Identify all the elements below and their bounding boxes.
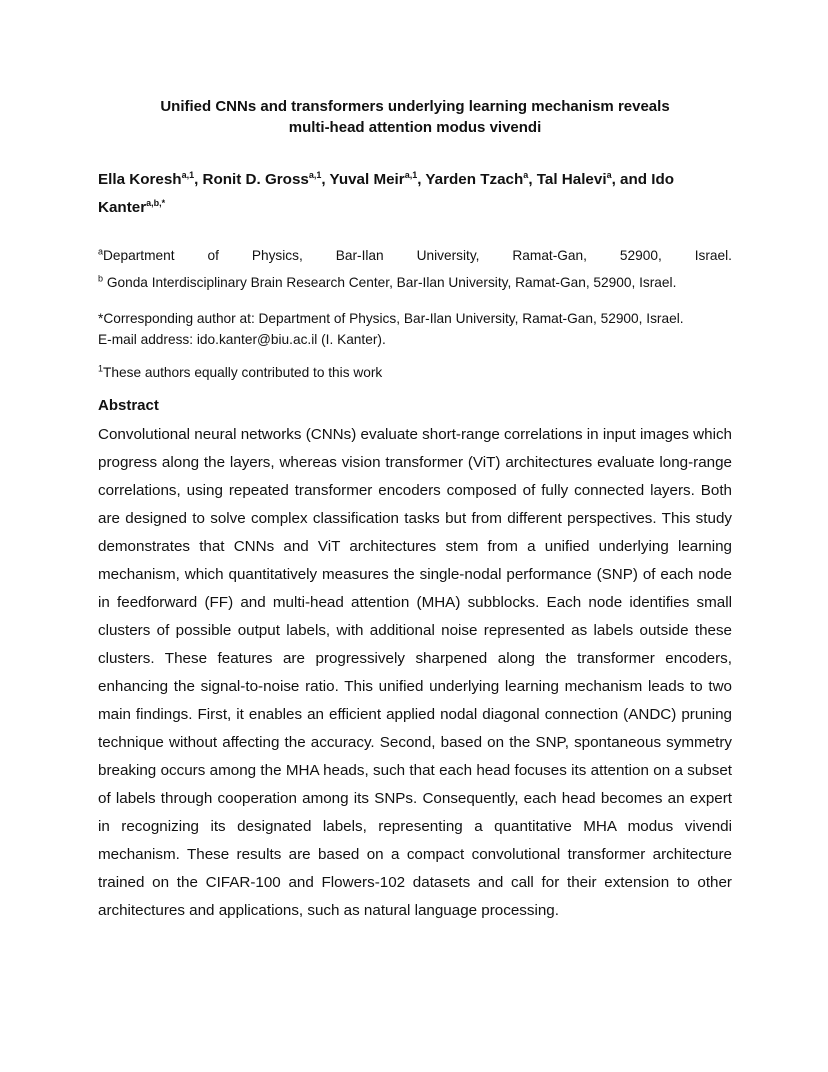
note-text: These authors equally contributed to this work [103,365,383,380]
affiliation-text: Department of Physics, Bar-Ilan University, Ramat-Gan, 52900, Israel. [103,248,732,263]
author-separator: , and [611,171,652,188]
author-list [98,166,732,222]
author-affil-marker: a [523,169,529,180]
corresponding-author [98,308,732,350]
note-marker: 1 [98,363,104,374]
paper-page [98,96,732,925]
abstract-heading: Abstract [98,397,159,414]
equal-contribution-note [98,362,732,383]
corresponding-email-line: E-mail address: ido.kanter@biu.ac.il (I. Kanter). [98,332,386,347]
author-name: Ella Koresh [98,171,182,188]
affiliation-marker: b [98,273,104,284]
author-affil-marker: a,1 [308,169,322,180]
author-separator: , [194,171,203,188]
author-name: Tal Halevi [536,171,607,188]
author-3 [330,171,426,188]
author-name: Yuval Meir [329,171,405,188]
author-affil-marker: a,1 [404,169,418,180]
abstract-body: Convolutional neural networks (CNNs) evaluate short-range correlations in input images which progress along the layers, whereas vision transformer (ViT) architectures evaluate long-range correlations, using repeated transformer encoders composed of fully connected layers. Both are designed to solve complex classification tasks but from different perspectives. This study demonstrates that CNNs and ViT architectures stem from a unified underlying learning mechanism, which quantitatively measures the single-nodal performance (SNP) of each node in feedforward (FF) and multi-head attention (MHA) subblocks. Each node identifies small clusters of possible output labels, with additional noise represented as labels outside these clusters. These features are progressively sharpened along the transformer encoders, enhancing the signal-to-noise ratio. This unified underlying learning mechanism leads to two main findings. First, it enables an efficient applied nodal diagonal connection (ANDC) pruning technique without affecting the accuracy. Second, based on the SNP, spontaneous symmetry breaking occurs among the MHA heads, such that each head focuses its attention on a subset of labels through cooperation among its SNPs. Consequently, each head becomes an expert in recognizing its designated labels, representing a quantitative MHA modus vivendi mechanism. These results are based on a compact convolutional transformer architecture trained on the CIFAR-100 and Flowers-102 datasets and call for their extension to other architectures and applications, such as natural language processing. [98,426,732,919]
affiliation-b [98,269,732,296]
author-separator: , [417,171,426,188]
title-line-2: multi-head attention modus vivendi [288,119,542,136]
affiliation-a [98,242,732,269]
author-affil-marker: a [606,169,612,180]
affiliation-text: Gonda Interdisciplinary Brain Research Center, Bar-Ilan University, Ramat-Gan, 52900, Israel. [103,275,677,290]
title-line-1: Unified CNNs and transformers underlying learning mechanism reveals [160,98,670,115]
author-name: Ido Kanter [98,171,675,216]
author-5 [537,171,651,188]
author-2 [203,171,330,188]
corresponding-author-line: *Corresponding author at: Department of Physics, Bar-Ilan University, Ramat-Gan, 52900, Israel. [98,311,684,326]
author-4 [425,171,536,188]
author-name: Yarden Tzach [425,171,524,188]
author-separator: , [321,171,330,188]
author-affil-marker: a,b,* [146,197,166,208]
author-1 [98,171,203,188]
author-separator: , [528,171,537,188]
author-name: Ronit D. Gross [202,171,309,188]
affiliation-marker: a [98,246,104,257]
affiliation-list [98,242,732,296]
author-affil-marker: a,1 [181,169,195,180]
paper-title [98,96,732,138]
